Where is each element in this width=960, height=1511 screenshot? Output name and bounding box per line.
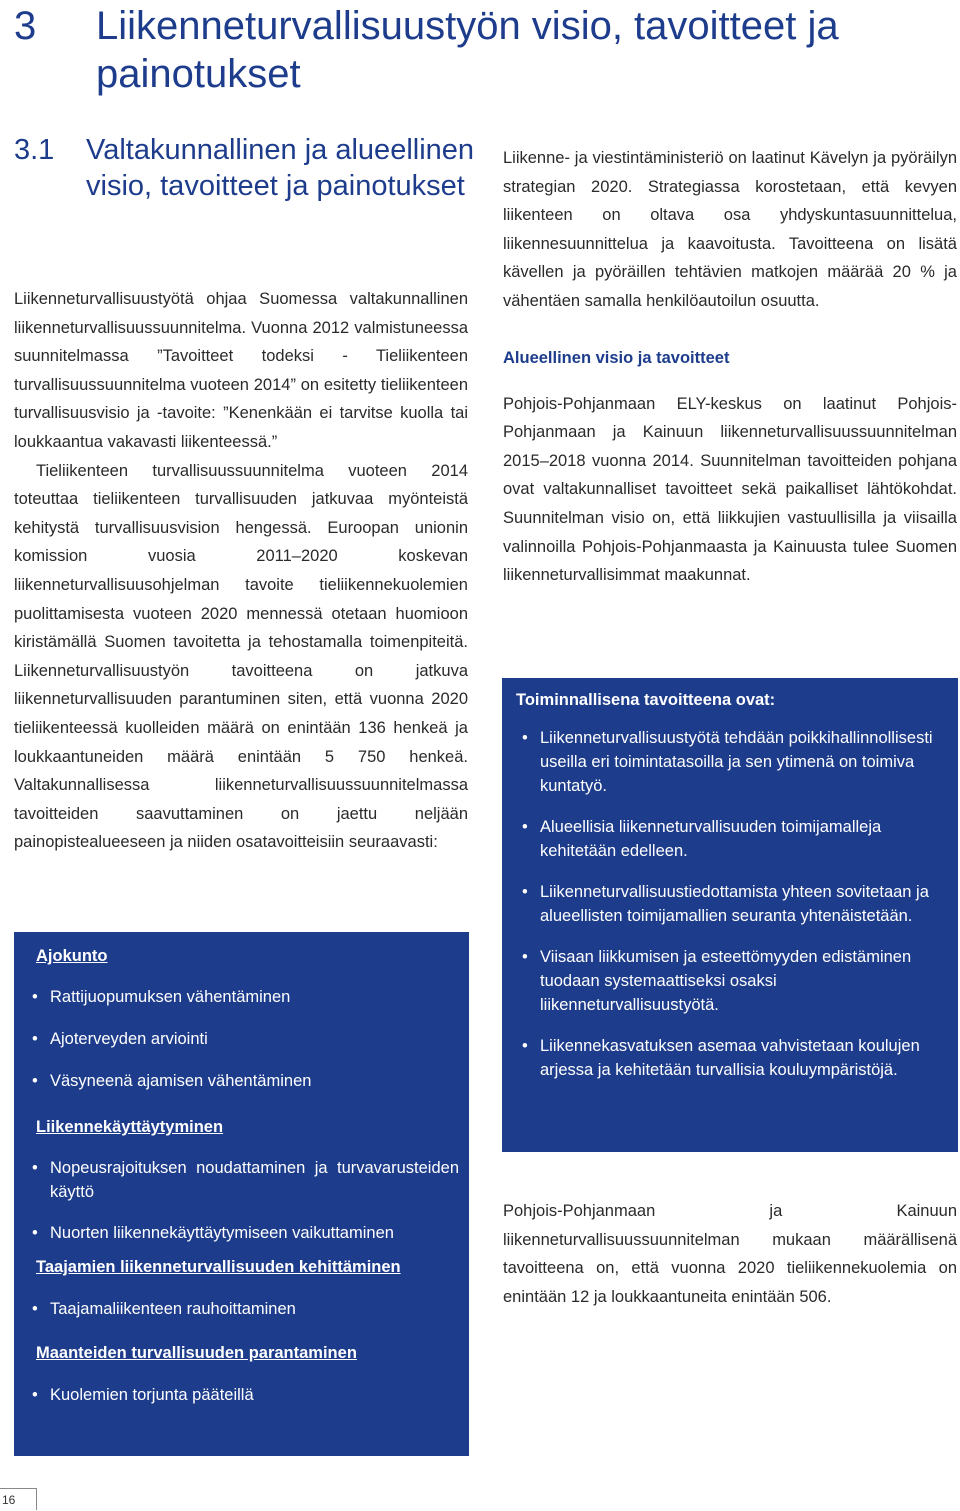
left-paragraph-1: Liikenneturvallisuustyötä ohjaa Suomessa valtakunnallinen liikenneturvallisuussuunnitelma. Vuonna 2012 valmistuneessa suunnitelmassa ”Tavoitteet todeksi - Tieliikenteen turvallisuussuunnitelma vuoteen 2014” on esitetty tieliikenteen turvallisuusvisio ja -tavoite: ”Kenenkään ei tarvitse kuolla tai loukkaantua vakavasti liikenteessä.” xyxy=(14,290,468,451)
focus-list-item: • Ajoterveyden arviointi xyxy=(36,1027,459,1051)
right-paragraph-2: Pohjois-Pohjanmaan ELY-keskus on laatinut Pohjois-Pohjanmaan ja Kainuun liikenneturvallisuussuunnitelman 2015–2018 vuonna 2014. Suunnitelman tavoitteiden pohjana ovat valtakunnalliset tavoitteet sekä paikalliset lähtökohdat. Suunnitelman visio on, että liikkujien vastuullisilla ja viisailla valinnoilla Pohjois-Pohjanmaasta ja Kainuusta tulee Suomen liikenneturvallisimmat maakunnat. xyxy=(503,394,957,585)
chapter-title: Liikenneturvallisuustyön visio, tavoitteet ja painotukset xyxy=(96,4,839,96)
focus-list-item: • Nopeusrajoituksen noudattaminen ja turvavarusteiden käyttö xyxy=(36,1156,459,1204)
left-column xyxy=(14,285,468,857)
left-paragraph-2: Tieliikenteen turvallisuussuunnitelma vuoteen 2014 toteuttaa tieliikenteen turvallisuuden jatkuvaa myönteistä kehitystä turvallisuusvision hengessä. Euroopan unionin komission vuosia 2011–2020 koskevan liikenneturvallisuusohjelman tavoite tieliikennekuolemien puolittamisesta vuoteen 2020 mennessä otetaan huomioon kiristämällä Suomen tavoitetta ja tehostamalla toimenpiteitä. Liikenneturvallisuustyön tavoitteena on jatkuva liikenneturvallisuuden parantuminen siten, että vuonna 2020 tieliikenteessä kuolleiden määrä on enintään 136 henkeä ja loukkaantuneiden määrä enintään 5 750 henkeä. Valtakunnallisessa liikenneturvallisuussuunnitelmassa tavoitteiden saavuttaminen on jaettu neljään painopistealueeseen ja niiden osatavoitteisiin seuraavasti: xyxy=(14,461,468,852)
focus-section-title: Taajamien liikenneturvallisuuden kehittäminen xyxy=(36,1258,401,1276)
right-paragraph-3: Pohjois-Pohjanmaan ja Kainuun liikenneturvallisuussuunnitelman mukaan määrällisenä tavoitteena on, että vuonna 2020 tieliikennekuolemia on enintään 12 ja loukkaantuneita enintään 506. xyxy=(503,1202,957,1306)
goals-list-item: • Liikenneturvallisuustiedottamista yhteen sovitetaan ja alueellisten toimijamallien seuranta yhtenäistetään. xyxy=(516,880,944,928)
focus-list xyxy=(36,1156,459,1245)
goals-list-item: • Alueellisia liikenneturvallisuuden toimijamalleja kehitetään edelleen. xyxy=(516,815,944,863)
chapter-number: 3 xyxy=(14,4,37,48)
focus-list-item: • Taajamaliikenteen rauhoittaminen xyxy=(36,1297,459,1321)
goals-list-item: • Liikennekasvatuksen asemaa vahvistetaan koulujen arjessa ja kehitetään turvallisia kouluympäristöjä. xyxy=(516,1034,944,1082)
right-paragraph-1: Liikenne- ja viestintäministeriö on laatinut Kävelyn ja pyöräilyn strategian 2020. Strategiassa korostetaan, että kevyen liikenteen on oltava osa yhdyskuntasuunnittelua, liikennesuunnittelua ja kaavoitusta. Tavoitteena on lisätä kävellen ja pyöräillen tehtävien matkojen määrää 20 % ja vähentäen samalla henkilöautoilun osuutta. xyxy=(503,149,957,310)
goals-list xyxy=(516,726,944,1082)
page-number-divider xyxy=(36,1488,37,1510)
right-column xyxy=(503,144,957,590)
goals-list-item: • Liikenneturvallisuustyötä tehdään poikkihallinnollisesti useilla eri toimintatasoilla ja sen ytimenä on toimiva kuntatyö. xyxy=(516,726,944,798)
focus-list-item: • Nuorten liikennekäyttäytymiseen vaikuttaminen xyxy=(36,1221,459,1245)
focus-list-item: • Väsyneenä ajamisen vähentäminen xyxy=(36,1069,459,1093)
goals-list-item: • Viisaan liikkumisen ja esteettömyyden edistäminen tuodaan systemaattiseksi osaksi liikenneturvallisuustyötä. xyxy=(516,945,944,1017)
focus-section-title: Ajokunto xyxy=(36,947,108,965)
operational-goals-box xyxy=(502,678,958,1152)
focus-section-title: Maanteiden turvallisuuden parantaminen xyxy=(36,1344,357,1362)
focus-list xyxy=(36,1383,459,1407)
focus-list xyxy=(36,1297,459,1321)
focus-areas-box xyxy=(14,932,469,1456)
right-bottom-text xyxy=(503,1197,957,1311)
regional-vision-heading: Alueellinen visio ja tavoitteet xyxy=(503,348,730,367)
focus-list-item: • Rattijuopumuksen vähentäminen xyxy=(36,985,459,1009)
focus-section-title: Liikennekäyttäytyminen xyxy=(36,1118,224,1136)
focus-list-item: • Kuolemien torjunta pääteillä xyxy=(36,1383,459,1407)
section-number: 3.1 xyxy=(14,134,55,166)
focus-list xyxy=(36,985,459,1093)
page-number: 16 xyxy=(0,1488,36,1510)
section-title: Valtakunnallinen ja alueellinen visio, tavoitteet ja painotukset xyxy=(86,134,475,202)
goals-box-title: Toiminnallisena tavoitteena ovat: xyxy=(516,691,776,709)
